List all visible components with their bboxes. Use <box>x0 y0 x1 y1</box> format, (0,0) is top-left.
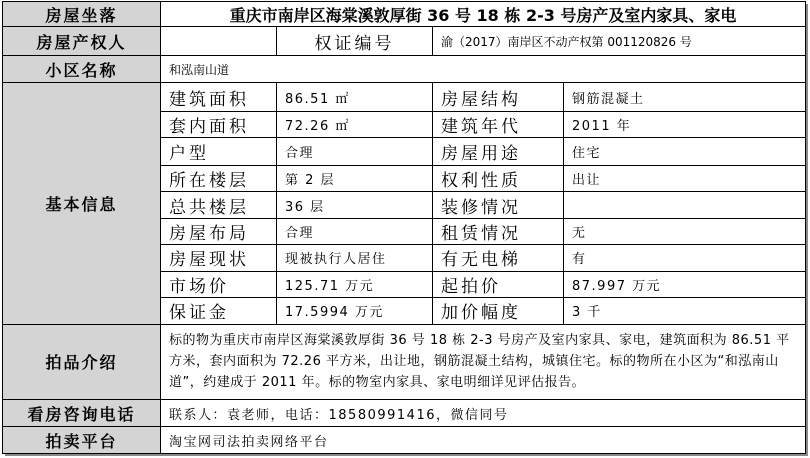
field-label: 建筑年代 <box>433 111 564 137</box>
field-value: 125.71 万元 <box>277 271 433 297</box>
field-value: 3 千 <box>564 298 806 324</box>
cert-value: 渝（2017）南岸区不动产权第 001120826 号 <box>433 27 806 56</box>
field-value: 无 <box>564 218 806 244</box>
intro-label: 拍品介绍 <box>3 324 161 399</box>
basic-info-label: 基本信息 <box>3 83 161 324</box>
platform-label: 拍卖平台 <box>3 427 161 454</box>
row-location <box>3 2 806 27</box>
table-shadow-bottom <box>5 454 808 456</box>
row-contact <box>3 399 806 426</box>
row-intro <box>3 324 806 399</box>
community-label: 小区名称 <box>3 55 161 82</box>
field-value: 36 层 <box>277 192 433 218</box>
field-value: 钢筋混凝土 <box>564 83 806 112</box>
field-label: 加价幅度 <box>433 298 564 324</box>
basic-info-row <box>3 83 806 112</box>
field-label: 房屋现状 <box>161 245 277 271</box>
field-value: 87.997 万元 <box>564 271 806 297</box>
contact-value: 联系人：袁老师，电话：18580991416，微信同号 <box>161 399 806 426</box>
field-label: 起拍价 <box>433 271 564 297</box>
row-platform <box>3 427 806 454</box>
field-label: 建筑面积 <box>161 83 277 112</box>
row-owner <box>3 27 806 56</box>
field-label: 租赁情况 <box>433 218 564 244</box>
field-label: 市场价 <box>161 271 277 297</box>
field-value: 现被执行人居住 <box>277 245 433 271</box>
field-value: 第 2 层 <box>277 165 433 191</box>
field-label: 所在楼层 <box>161 165 277 191</box>
row-community <box>3 55 806 82</box>
field-label: 总共楼层 <box>161 192 277 218</box>
field-value: 86.51 ㎡ <box>277 83 433 112</box>
community-value: 和泓南山道 <box>161 55 806 82</box>
location-label: 房屋坐落 <box>3 2 161 27</box>
field-label: 户型 <box>161 138 277 165</box>
field-label: 房屋布局 <box>161 218 277 244</box>
intro-text: 标的物为重庆市南岸区海棠溪敦厚街 36 号 18 栋 2-3 号房产及室内家具、家电，建筑面积为 86.51 平方米，套内面积为 72.26 平方米，出让地，钢筋混凝土结构，城镇住宅。标的物所在小区为“和泓南山道”，约建成于 2011 年。标的物室内家具、家电明细详见评估报告。 <box>161 324 806 399</box>
contact-label: 看房咨询电话 <box>3 399 161 426</box>
field-label: 装修情况 <box>433 192 564 218</box>
field-label: 权利性质 <box>433 165 564 191</box>
owner-value <box>161 27 277 56</box>
location-value: 重庆市南岸区海棠溪敦厚街 36 号 18 栋 2-3 号房产及室内家具、家电 <box>161 2 806 27</box>
cert-label: 权证编号 <box>277 27 433 56</box>
field-value: 有 <box>564 245 806 271</box>
field-label: 房屋用途 <box>433 138 564 165</box>
field-value: 17.5994 万元 <box>277 298 433 324</box>
field-label: 套内面积 <box>161 111 277 137</box>
field-value: 合理 <box>277 218 433 244</box>
field-value: 住宅 <box>564 138 806 165</box>
field-value: 合理 <box>277 138 433 165</box>
field-value: 72.26 ㎡ <box>277 111 433 137</box>
platform-value: 淘宝网司法拍卖网络平台 <box>161 427 806 454</box>
field-label: 房屋结构 <box>433 83 564 112</box>
field-value <box>564 192 806 218</box>
field-value: 出让 <box>564 165 806 191</box>
document-wrapper <box>2 1 808 456</box>
field-value: 2011 年 <box>564 111 806 137</box>
owner-label: 房屋产权人 <box>3 27 161 56</box>
field-label: 有无电梯 <box>433 245 564 271</box>
property-info-table <box>2 1 806 454</box>
field-label: 保证金 <box>161 298 277 324</box>
